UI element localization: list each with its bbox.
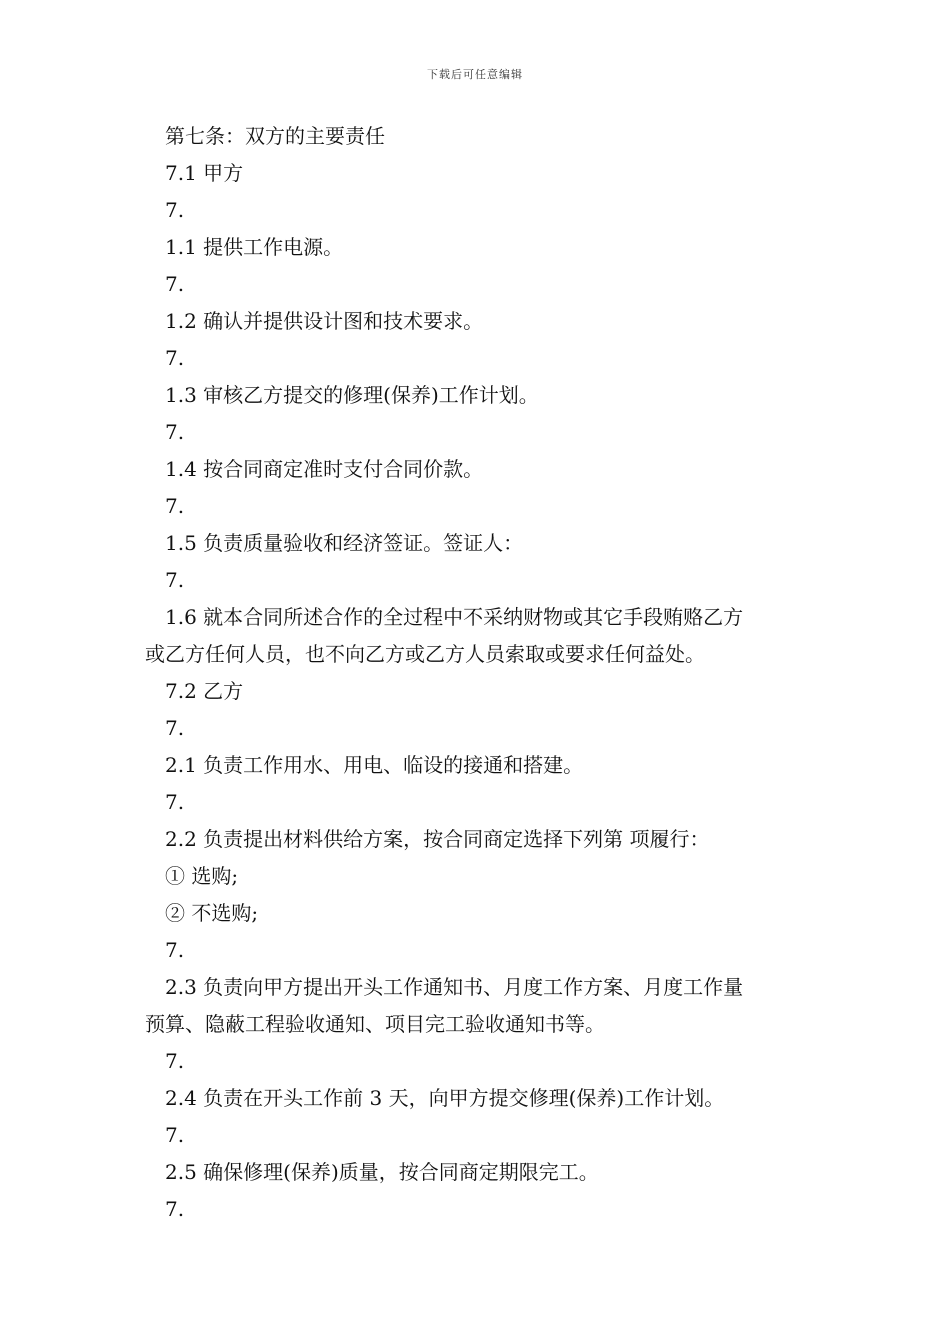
clause-item: 1.1 提供工作电源。 [165, 235, 344, 259]
option-item: ② 不选购; [165, 901, 259, 925]
clause-prefix: 7. [165, 1049, 185, 1073]
clause-prefix: 7. [165, 1197, 185, 1221]
clause-item: 1.5 负责质量验收和经济签证。签证人： [165, 531, 524, 555]
clause-prefix: 7. [165, 568, 185, 592]
document-body [145, 118, 815, 1228]
clause-item: 1.2 确认并提供设计图和技术要求。 [165, 309, 484, 333]
clause-prefix: 7. [165, 938, 185, 962]
clause-item: 2.4 负责在开头工作前 3 天，向甲方提交修理(保养)工作计划。 [165, 1086, 725, 1110]
paragraph-continuation: 或乙方任何人员，也不向乙方或乙方人员索取或要求任何益处。 [145, 642, 705, 666]
clause-prefix: 7. [165, 272, 185, 296]
paragraph-first-line: 1.6 就本合同所述合作的全过程中不采纳财物或其它手段贿赂乙方 [165, 605, 744, 629]
option-item: ① 选购; [165, 864, 239, 888]
clause-prefix: 7. [165, 716, 185, 740]
clause-prefix: 7. [165, 1123, 185, 1147]
clause-prefix: 7. [165, 198, 185, 222]
section-heading: 7.1 甲方 [165, 161, 244, 185]
clause-prefix: 7. [165, 346, 185, 370]
article-title: 第七条：双方的主要责任 [165, 124, 385, 148]
clause-item: 2.1 负责工作用水、用电、临设的接通和搭建。 [165, 753, 584, 777]
clause-prefix: 7. [165, 790, 185, 814]
clause-paragraph [145, 599, 815, 673]
clause-item: 2.5 确保修理(保养)质量，按合同商定期限完工。 [165, 1160, 599, 1184]
paragraph-first-line: 2.3 负责向甲方提出开头工作通知书、月度工作方案、月度工作量 [165, 975, 744, 999]
clause-item: 1.3 审核乙方提交的修理(保养)工作计划。 [165, 383, 539, 407]
clause-item: 2.2 负责提出材料供给方案，按合同商定选择下列第 项履行： [165, 827, 710, 851]
clause-prefix: 7. [165, 494, 185, 518]
clause-item: 1.4 按合同商定准时支付合同价款。 [165, 457, 484, 481]
paragraph-continuation: 预算、隐蔽工程验收通知、项目完工验收通知书等。 [145, 1012, 605, 1036]
clause-paragraph [145, 969, 815, 1043]
clause-prefix: 7. [165, 420, 185, 444]
page-header: 下载后可任意编辑 [427, 68, 523, 81]
section-heading: 7.2 乙方 [165, 679, 244, 703]
